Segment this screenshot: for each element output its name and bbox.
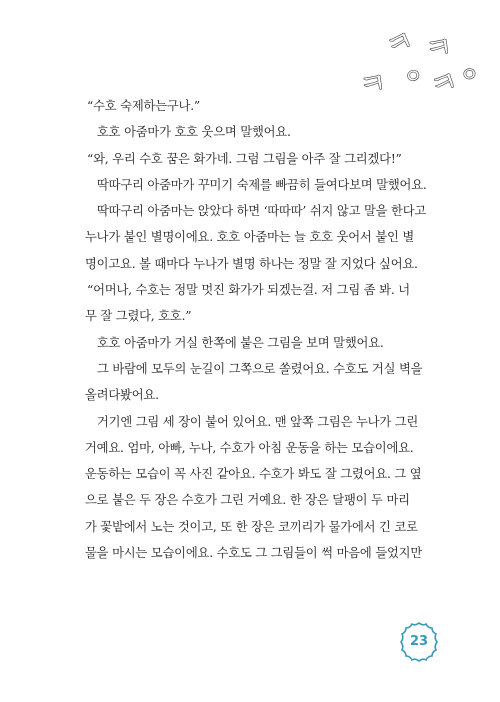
text-line-13: 거기엔 그림 세 장이 붙어 있어요. 맨 앞쪽 그림은 누나가 그린 [97, 414, 419, 429]
text-line-9: 무 잘 그렸다, 호호.” [85, 309, 192, 324]
story-body [87, 93, 435, 566]
text-line-15: 운동하는 모습이 꼭 사진 같아요. 수호가 봐도 잘 그렸어요. 그 옆 [85, 467, 422, 482]
kieuk-glyph-2: ㅋ [380, 22, 419, 65]
text-line-14: 거예요. 엄마, 아빠, 누나, 수호가 아침 운동을 하는 모습이에요. [85, 440, 414, 455]
ieung-glyph-1: ㅇ [400, 61, 426, 91]
text-line-10: 호호 아줌마가 거실 한쪽에 붙은 그림을 보며 말했어요. [97, 335, 384, 350]
text-line-1: “수호 숙제하는구나.” [87, 99, 201, 113]
text-line-8: “어머나, 수호는 정말 멋진 화가가 되겠는걸. 저 그림 좀 봐. 너 [87, 283, 410, 298]
text-line-7: 명이고요. 볼 때마다 누나가 별명 하나는 정말 잘 지었다 싶어요. [85, 256, 418, 271]
kieuk-glyph-3: ㅋ [422, 29, 456, 67]
text-line-4: 딱따구리 아줌마가 꾸미기 숙제를 빠끔히 들여다보며 말했어요. [97, 177, 427, 192]
kieuk-glyph-4: ㅋ [425, 63, 463, 104]
text-line-17: 가 꽃밭에서 노는 것이고, 또 한 장은 코끼리가 물가에서 긴 코로 [85, 519, 418, 534]
kieuk-glyph-1: ㅋ [356, 65, 390, 103]
text-line-18: 물을 마시는 모습이에요. 수호도 그 그림들이 썩 마음에 들었지만 [85, 546, 423, 561]
text-line-2: 호호 아줌마가 호호 웃으며 말했어요. [97, 125, 291, 140]
text-line-3: “와, 우리 수호 꿈은 화가네. 그럼 그림을 아주 잘 그리겠다!” [87, 151, 402, 166]
page-number: 23 [409, 634, 429, 649]
text-line-5: 딱따구리 아줌마는 앉았다 하면 ‘따따따’ 쉬지 않고 말을 한다고 [97, 204, 427, 219]
text-line-11: 그 바람에 모두의 눈길이 그쪽으로 쏠렸어요. 수호도 거실 벽을 [97, 361, 423, 376]
text-line-6: 누나가 붙인 별명이에요. 호호 아줌마는 늘 호호 웃어서 붙인 별 [85, 230, 415, 245]
text-line-16: 으로 붙은 두 장은 수호가 그린 거예요. 한 장은 달팽이 두 마리 [85, 493, 410, 508]
ieung-glyph-2: ㅇ [457, 60, 482, 88]
text-line-12: 올려다봤어요. [85, 388, 159, 403]
